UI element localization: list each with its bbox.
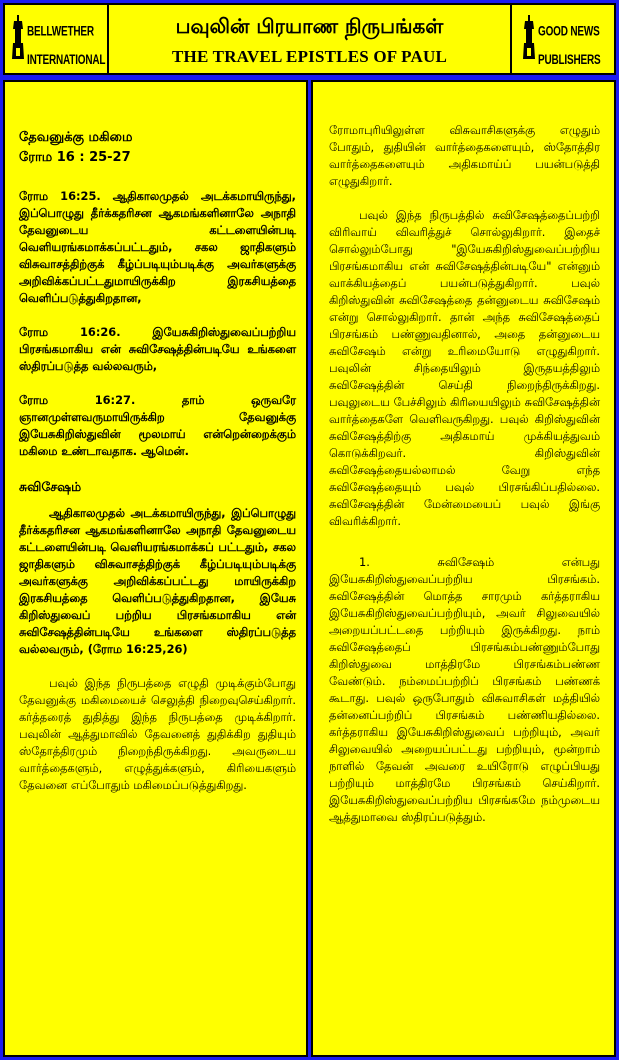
left-column: [3, 80, 308, 1057]
bell-tower-icon: [11, 15, 25, 59]
body-paragraph: பவுல் இந்த நிருபத்தை எழுதி முடிக்கும்போது தேவனுக்கு மகிமையைச் செலுத்தி நிறைவுசெய்கிறார். கர்த்தரைத் துதித்து இந்த நிருபத்தை முடிக்கிறார். பவுலின் ஆத்துமாவில் தேவனைத் துதிக்கிற துதியும் ஸ்தோத்திரமும் நிறைந்திருக்கிறது. அவருடைய வார்த்தைகளும், எழுத்துக்களும், கிரியைகளும் தேவனை எப்போதும் மகிமைப்படுத்துகிறது.: [19, 676, 296, 792]
body-paragraph: பவுல் இந்த நிருபத்தில் சுவிசேஷத்தைப்பற்றி விரிவாய் விவரித்துச் சொல்லுகிறார். இதைச் சொல்லும்போது "இயேசுகிறிஸ்துவைப்பற்றிய பிரசங்கமாகிய என் சுவிசேஷத்தின்படியே" என்னும் வாக்கியத்தைப் பயன்படுத்துகிறார். பவுல் கிறிஸ்துவின் சுவிசேஷத்தை தன்னுடைய சுவிசேஷம் என்று சொல்லுகிறார். தான் அந்த சுவிசேஷத்தைப் பிரசங்கம் பண்ணுவதினால், அதை தன்னுடைய சுவிசேஷம் என்று உரிமையோடு எழுதுகிறார். பவுலின் சிந்தையிலும் இருதயத்திலும் சுவிசேஷத்தின் செய்தி நிறைந்திருக்கிறது. பவுலுடைய பேச்சிலும் கிரியையிலும் சுவிசேஷத்தின் வார்த்தைகளே வெளிவருகிறது. பவுல் கிறிஸ்துவின் சுவிசேஷத்திற்கு அதிகமாய் முக்கியத்துவம் கொடுக்கிறவர். கிறிஸ்துவின் சுவிசேஷத்தையல்லாமல் வேறு எந்த சுவிசேஷத்தையும் பவுல் பிரசங்கிப்பதில்லை. சுவிசேஷத்தின் மேன்மையைப் பவுல் இங்கு விவரிக்கிறார்.: [329, 208, 600, 528]
title-tamil: பவுலின் பிரயாண நிருபங்கள்: [175, 14, 444, 38]
verse-27: ரோம 16:27. தாம் ஒருவரே ஞானமுள்ளவருமாயிருக்கிற தேவனுக்கு இயேசுகிறிஸ்துவின் மூலமாய் என்றென்றைக்கும் மகிமை உண்டாவதாக. ஆமென்.: [19, 393, 296, 458]
gospel-quote: ஆதிகாலமுதல் அடக்கமாயிருந்து, இப்பொழுது தீர்க்கதரிசன ஆகமங்களினாலே அநாதி தேவனுடைய கட்டளையின்படி வெளியரங்கமாக்கப் பட்டதும், சகல ஜாதிகளும் விசுவாசத்திற்குக் கீழ்ப்படியும்படிக்கு அவர்களுக்கு அறிவிக்கப்பட்டது மாயிருக்கிற இரகசியத்தை வெளிப்படுத்துகிறதான, இயேசு கிறிஸ்துவைப் பற்றிய பிரசங்கமாகிய என் சுவிசேஷத்தின்படியே உங்களை ஸ்திரப்படுத்த வல்லவரும், (ரோம 16:25,26): [19, 506, 296, 656]
page-header: [3, 3, 616, 75]
good-news-logo: [510, 5, 614, 73]
numbered-paragraph: 1. சுவிசேஷம் என்பது இயேசுகிறிஸ்துவைப்பற்றிய பிரசங்கம். சுவிசேஷத்தின் மொத்த சாரமும் கர்த்தராகிய இயேசுகிறிஸ்துவைப்பற்றியும், அவர் சிலுவையில் அறையப்பட்டதை பற்றியும் இருக்கிறது. நாம் சுவிசேஷத்தைப் பிரசங்கம்பண்ணும்போது கிறிஸ்துவை மாத்திரமே பிரசங்கம்பண்ண வேண்டும். நம்மைப்பற்றிப் பிரசங்கம் பண்ணக் கூடாது. பவுல் ஒருபோதும் விசுவாசிகள் மத்தியில் தன்னைப்பற்றிப் பிரசங்கம் பண்ணியதில்லை. கர்த்தராகிய இயேசுகிறிஸ்துவைப் பற்றியும், அவர் சிலுவையில் அறையப்பட்டது பற்றியும், மூன்றாம் நாளில் தேவன் அவரை உயிரோடு எழுப்பியது பற்றியும் மாத்திரமே பிரசங்கம் செய்கிறார். இயேசுகிறிஸ்துவைப்பற்றிய பிரசங்கமே நம்முடைய ஆத்துமாவை ஸ்திரப்படுத்தும்.: [329, 555, 600, 824]
title-english: THE TRAVEL EPISTLES OF PAUL: [172, 47, 447, 66]
left-logo-text: BELLWETHER INTERNATIONAL: [27, 24, 106, 68]
bell-tower-icon: [522, 15, 536, 59]
right-column: [311, 80, 616, 1057]
heading-title: தேவனுக்கு மகிமை: [19, 130, 133, 145]
heading-reference: ரோம 16 : 25-27: [19, 150, 131, 165]
verse-26: ரோம 16:26. இயேசுகிறிஸ்துவைப்பற்றிய பிரசங்கமாகிய என் சுவிசேஷத்தின்படியே உங்களை ஸ்திரப்படுத்த வல்லவரும்,: [19, 325, 296, 373]
right-logo-text: GOOD NEWS PUBLISHERS: [538, 24, 601, 68]
verse-25: ரோம 16:25. ஆதிகாலமுதல் அடக்கமாயிருந்து, இப்பொழுது தீர்க்கதரிசன ஆகமங்களினாலே அநாதி தேவனுடைய கட்டளையின்படி வெளியரங்கமாக்கப்பட்டதும், சகல ஜாதிகளும் விசுவாசத்திற்குக் கீழ்ப்படியும்படிக்கு அவர்களுக்கு அறிவிக்கப்பட்டதுமாயிருக்கிற இரகசியத்தை வெளிப்படுத்துகிறதான,: [19, 189, 296, 305]
body-paragraph: ரோமாபுரியிலுள்ள விசுவாசிகளுக்கு எழுதும் போதும், துதியின் வார்த்தைகளையும், ஸ்தோத்திர வார்த்தைகளையும் அதிகமாய்ப் பயன்படுத்தி எழுதுகிறார்.: [329, 123, 600, 188]
section-heading: [19, 128, 296, 168]
title-block: [111, 5, 508, 73]
bellwether-logo: [5, 5, 109, 73]
gospel-heading: சுவிசேஷம்: [19, 479, 82, 494]
